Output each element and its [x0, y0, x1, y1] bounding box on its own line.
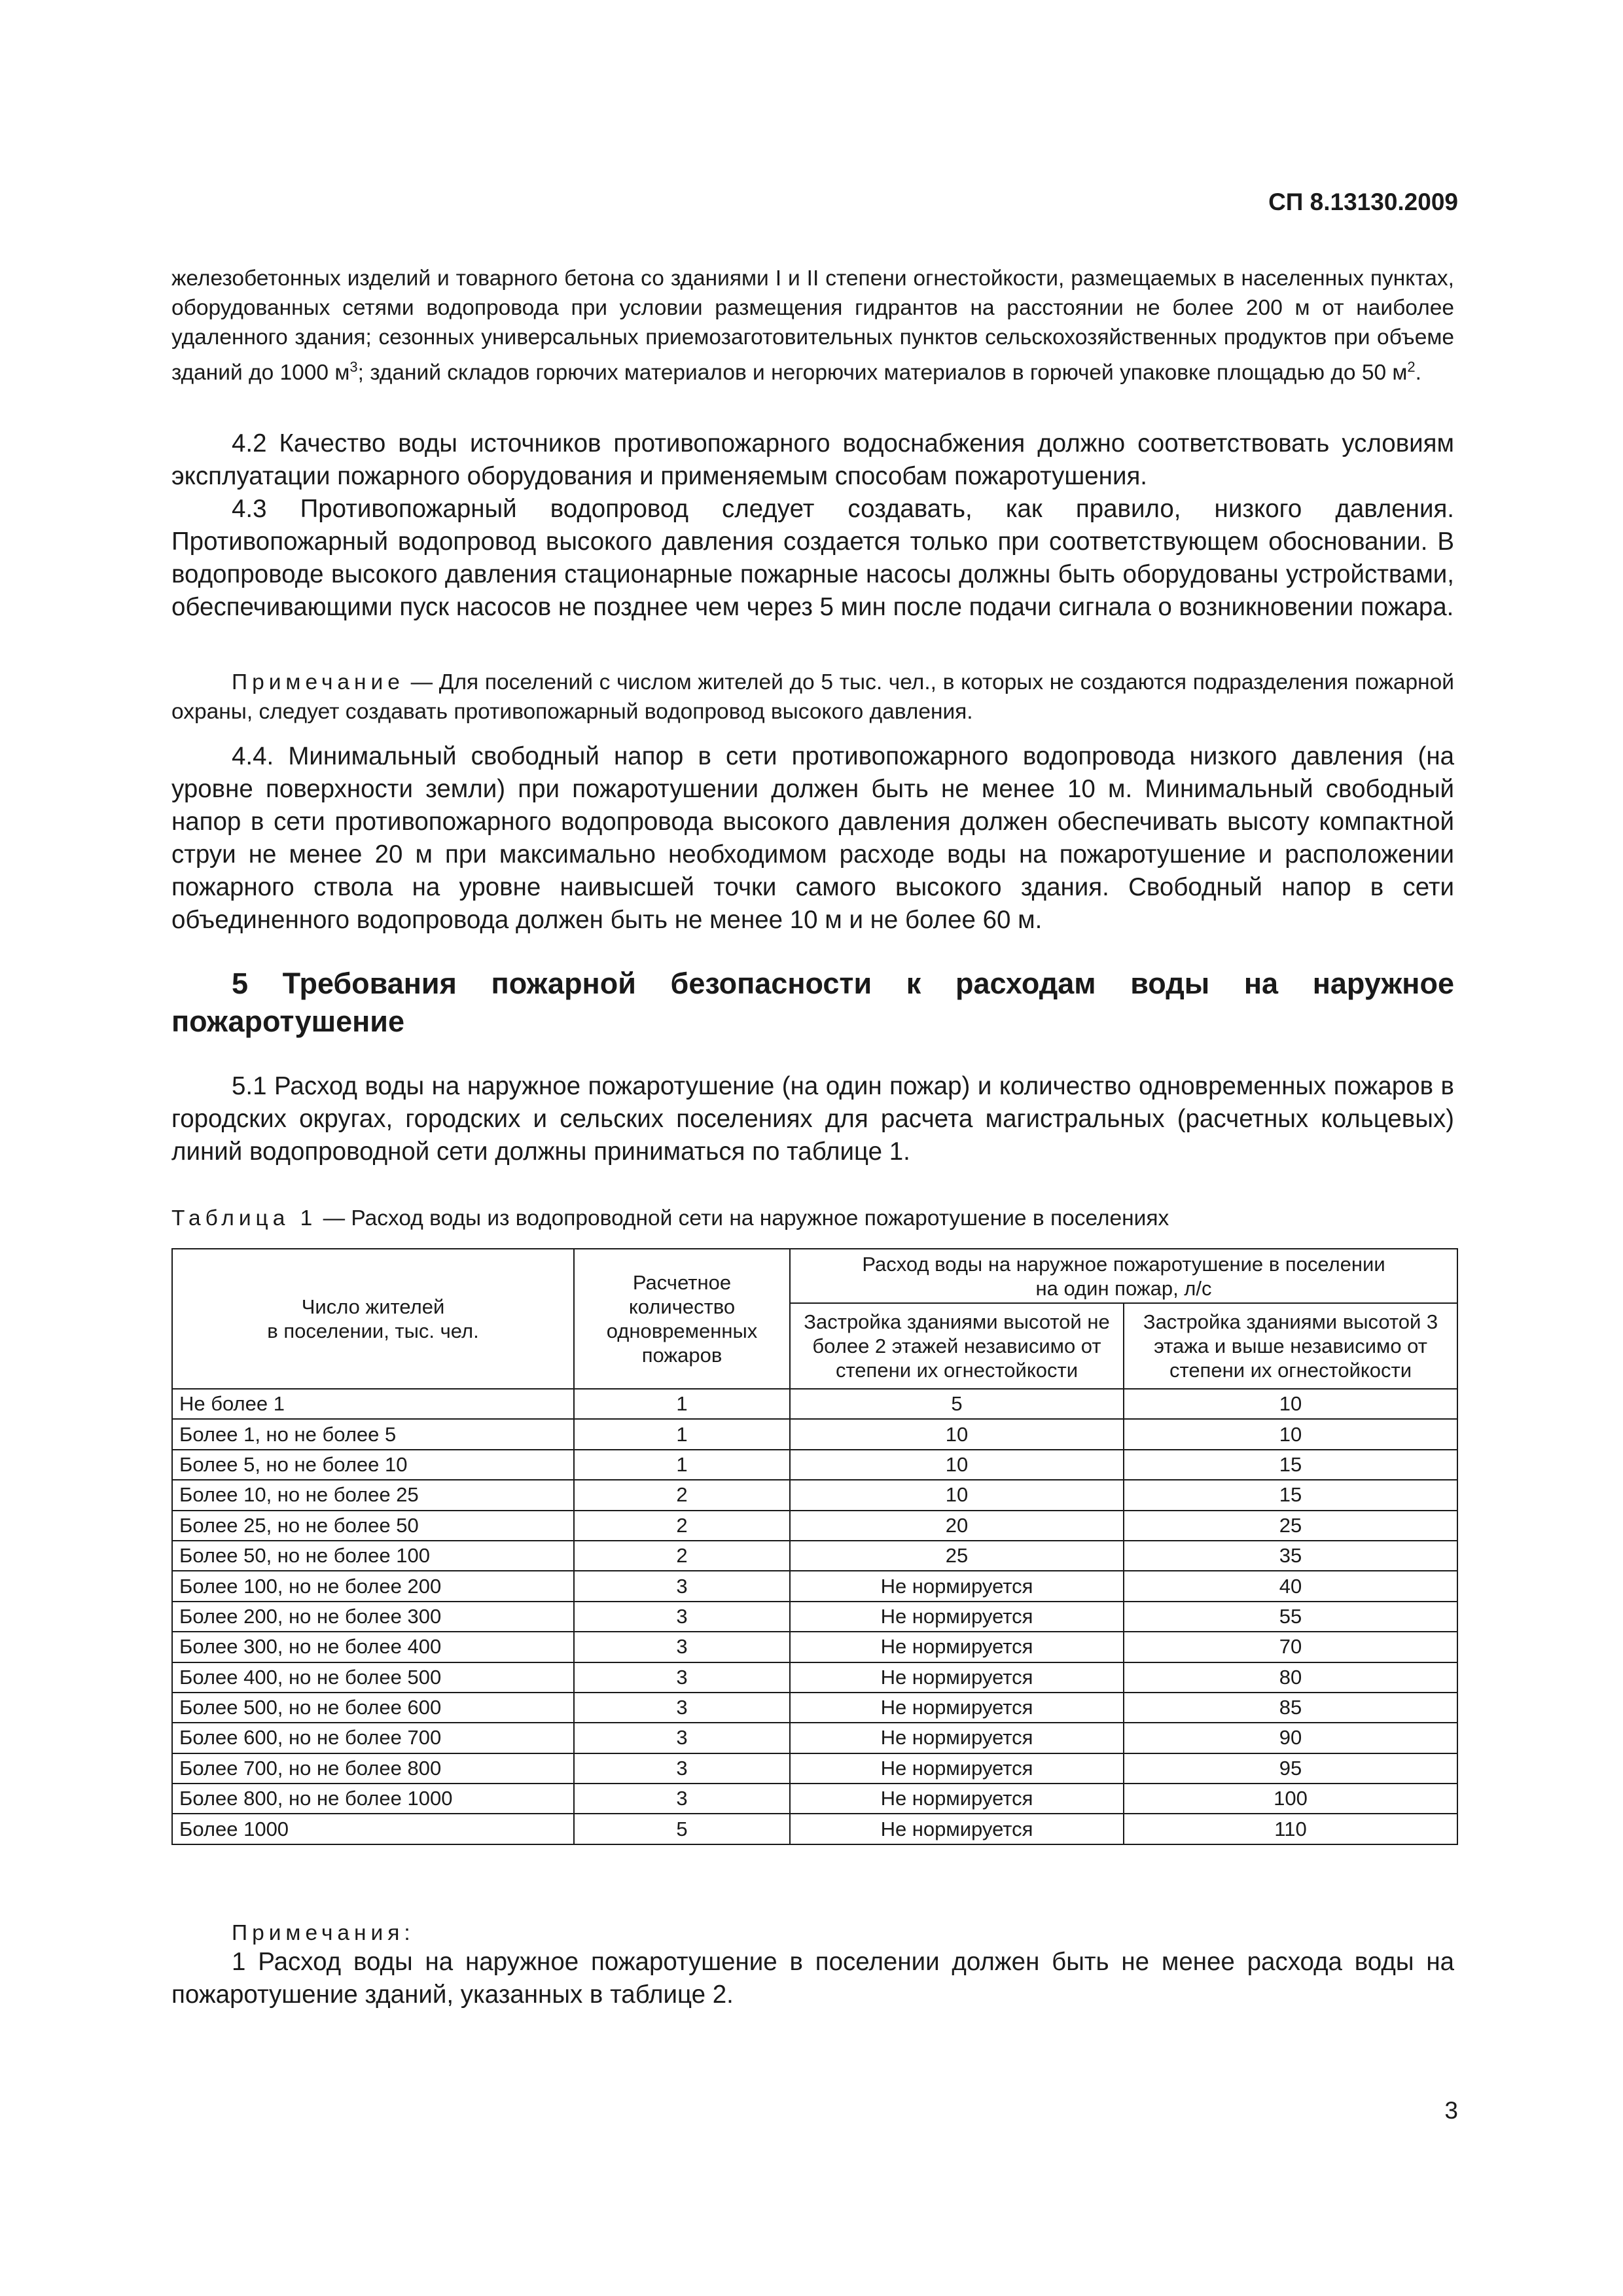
- cell-flow-high-rise: 55: [1124, 1602, 1457, 1632]
- cell-flow-low-rise: Не нормируется: [790, 1723, 1124, 1753]
- cell-fires: 2: [574, 1480, 790, 1510]
- document-code: СП 8.13130.2009: [1268, 188, 1458, 215]
- table-row: [172, 1814, 1457, 1844]
- cell-flow-low-rise: Не нормируется: [790, 1693, 1124, 1723]
- cell-residents: Более 200, но не более 300: [172, 1602, 574, 1632]
- table-row: [172, 1511, 1457, 1541]
- section-5: [171, 965, 1454, 1041]
- table-row: [172, 1419, 1457, 1449]
- page-number: 3: [1444, 2097, 1458, 2124]
- cell-flow-high-rise: 80: [1124, 1662, 1457, 1693]
- cell-fires: 2: [574, 1541, 790, 1571]
- cell-fires: 1: [574, 1419, 790, 1449]
- cell-residents: Не более 1: [172, 1389, 574, 1419]
- header-residents: Число жителей в поселении, тыс. чел.: [172, 1249, 574, 1389]
- cell-residents: Более 700, но не более 800: [172, 1753, 574, 1784]
- cell-flow-low-rise: Не нормируется: [790, 1632, 1124, 1662]
- table-row: [172, 1632, 1457, 1662]
- cell-fires: 3: [574, 1784, 790, 1814]
- cell-fires: 5: [574, 1814, 790, 1844]
- cell-residents: Более 1000: [172, 1814, 574, 1844]
- intro-text-a: железобетонных изделий и товарного бетона со зданиями I и II степени огнестойкости, размещаемых в населенных пунктах, оборудованных сетями водопровода при условии размещения гидрантов на расстоянии не более 200 м от наиболее удаленного здания; сезонных универсальных приемозаготовительных пунктов сельскохозяйственных продуктов при объеме зданий до 1000 м: [171, 266, 1454, 386]
- cell-flow-low-rise: 20: [790, 1511, 1124, 1541]
- cell-flow-low-rise: 25: [790, 1541, 1124, 1571]
- cell-residents: Более 300, но не более 400: [172, 1632, 574, 1662]
- table-1-body: [172, 1389, 1457, 1844]
- clause-4-4: [171, 740, 1454, 937]
- table-row: [172, 1784, 1457, 1814]
- cell-fires: 3: [574, 1723, 790, 1753]
- cell-residents: Более 800, но не более 1000: [172, 1784, 574, 1814]
- note-text: — Для поселений с числом жителей до 5 тыс. чел., в которых не создаются подразделения пожарной охраны, следует создавать противопожарный водопровод высокого давления.: [171, 670, 1454, 724]
- cell-fires: 3: [574, 1693, 790, 1723]
- cell-flow-low-rise: Не нормируется: [790, 1753, 1124, 1784]
- table-caption-text: — Расход воды из водопроводной сети на наружное пожаротушение в поселениях: [317, 1206, 1169, 1230]
- clause-4-2-text: 4.2 Качество воды источников противопожарного водоснабжения должно соответствовать условиям эксплуатации пожарного оборудования и применяемым способам пожаротушения.: [171, 429, 1454, 490]
- cell-flow-low-rise: 10: [790, 1480, 1124, 1510]
- cell-residents: Более 1, но не более 5: [172, 1419, 574, 1449]
- table-row: [172, 1723, 1457, 1753]
- note-label: Примечание: [232, 670, 404, 694]
- cell-flow-high-rise: 95: [1124, 1753, 1457, 1784]
- cell-flow-low-rise: 10: [790, 1450, 1124, 1480]
- cell-flow-low-rise: Не нормируется: [790, 1602, 1124, 1632]
- table-row: [172, 1389, 1457, 1419]
- table-1-caption: [171, 1206, 1169, 1231]
- cell-flow-low-rise: Не нормируется: [790, 1784, 1124, 1814]
- cell-fires: 3: [574, 1753, 790, 1784]
- header-low-rise: Застройка зданиями высотой не более 2 этажей независимо от степени их огнестойкости: [790, 1303, 1124, 1389]
- table-row: [172, 1662, 1457, 1693]
- clause-4-4-text: 4.4. Минимальный свободный напор в сети противопожарного водопровода низкого давления (на уровне поверхности земли) при пожаротушении должен быть не менее 10 м. Минимальный свободный напор в сети противопожарного водопровода высокого давления должен обеспечивать высоту компактной струи не менее 20 м при максимально необходимом расходе воды на пожаротушение и расположении пожарного ствола на уровне наивысшей точки самого высокого здания. Свободный напор в сети объединенного водопровода должен быть не менее 10 м и не более 60 м.: [171, 742, 1454, 934]
- cell-flow-high-rise: 10: [1124, 1389, 1457, 1419]
- cell-fires: 3: [574, 1571, 790, 1601]
- cell-flow-high-rise: 70: [1124, 1632, 1457, 1662]
- cell-flow-high-rise: 15: [1124, 1450, 1457, 1480]
- cell-residents: Более 400, но не более 500: [172, 1662, 574, 1693]
- cell-flow-low-rise: Не нормируется: [790, 1571, 1124, 1601]
- superscript-cubic: 3: [349, 359, 358, 375]
- intro-text-b: ; зданий складов горючих материалов и негорючих материалов в горючей упаковке площадью до 50 м: [357, 361, 1408, 386]
- cell-residents: Более 10, но не более 25: [172, 1480, 574, 1510]
- clause-4-3-text: 4.3 Противопожарный водопровод следует создавать, как правило, низкого давления. Противопожарный водопровод высокого давления создается только при соответствующем обосновании. В водопроводе высокого давления стационарные пожарные насосы должны быть оборудованы устройствами, обеспечивающими пуск насосов не позднее чем через 5 мин после подачи сигнала о возникновении пожара.: [171, 495, 1454, 621]
- cell-fires: 3: [574, 1602, 790, 1632]
- table-caption-label: Таблица 1: [171, 1206, 317, 1230]
- notes-block: [171, 1918, 1454, 1948]
- cell-fires: 2: [574, 1511, 790, 1541]
- clause-5-1-text: 5.1 Расход воды на наружное пожаротушение (на один пожар) и количество одновременных пожаров в городских округах, городских и сельских поселениях для расчета магистральных (расчетных кольцевых) линий водопроводной сети должны приниматься по таблице 1.: [171, 1072, 1454, 1166]
- cell-flow-high-rise: 35: [1124, 1541, 1457, 1571]
- cell-flow-high-rise: 40: [1124, 1571, 1457, 1601]
- clause-4-2: [171, 427, 1454, 493]
- cell-residents: Более 25, но не более 50: [172, 1511, 574, 1541]
- table-row: [172, 1480, 1457, 1510]
- header-simultaneous-fires: Расчетное количество одновременных пожаров: [574, 1249, 790, 1389]
- cell-flow-low-rise: 10: [790, 1419, 1124, 1449]
- note-item-1: [171, 1946, 1454, 2011]
- header-flow-group: Расход воды на наружное пожаротушение в поселении на один пожар, л/с: [790, 1249, 1457, 1303]
- cell-flow-low-rise: 5: [790, 1389, 1124, 1419]
- notes-label: Примечания:: [232, 1921, 415, 1945]
- clause-4-3: [171, 493, 1454, 624]
- intro-paragraph: [171, 264, 1454, 387]
- table-row: [172, 1753, 1457, 1784]
- cell-flow-low-rise: Не нормируется: [790, 1662, 1124, 1693]
- table-row: [172, 1541, 1457, 1571]
- clause-5-1: [171, 1070, 1454, 1168]
- cell-flow-high-rise: 110: [1124, 1814, 1457, 1844]
- cell-residents: Более 50, но не более 100: [172, 1541, 574, 1571]
- cell-residents: Более 100, но не более 200: [172, 1571, 574, 1601]
- cell-flow-high-rise: 85: [1124, 1693, 1457, 1723]
- cell-fires: 1: [574, 1389, 790, 1419]
- table-1: [171, 1248, 1458, 1845]
- cell-flow-high-rise: 100: [1124, 1784, 1457, 1814]
- cell-flow-high-rise: 90: [1124, 1723, 1457, 1753]
- header-high-rise: Застройка зданиями высотой 3 этажа и выше независимо от степени их огнестойкости: [1124, 1303, 1457, 1389]
- cell-fires: 3: [574, 1632, 790, 1662]
- table-row: [172, 1450, 1457, 1480]
- table-row: [172, 1602, 1457, 1632]
- intro-text-c: .: [1415, 361, 1421, 386]
- note-item-1-text: 1 Расход воды на наружное пожаротушение в поселении должен быть не менее расхода воды на пожаротушение зданий, указанных в таблице 2.: [171, 1948, 1454, 2009]
- table-row: [172, 1571, 1457, 1601]
- cell-flow-high-rise: 10: [1124, 1419, 1457, 1449]
- cell-flow-low-rise: Не нормируется: [790, 1814, 1124, 1844]
- cell-flow-high-rise: 25: [1124, 1511, 1457, 1541]
- cell-fires: 1: [574, 1450, 790, 1480]
- cell-residents: Более 500, но не более 600: [172, 1693, 574, 1723]
- cell-residents: Более 5, но не более 10: [172, 1450, 574, 1480]
- table-row: [172, 1693, 1457, 1723]
- superscript-square: 2: [1407, 359, 1416, 375]
- cell-fires: 3: [574, 1662, 790, 1693]
- cell-flow-high-rise: 15: [1124, 1480, 1457, 1510]
- note-4-3: [171, 668, 1454, 726]
- section-5-heading: 5 Требования пожарной безопасности к расходам воды на наружное пожаротушение: [171, 967, 1454, 1038]
- cell-residents: Более 600, но не более 700: [172, 1723, 574, 1753]
